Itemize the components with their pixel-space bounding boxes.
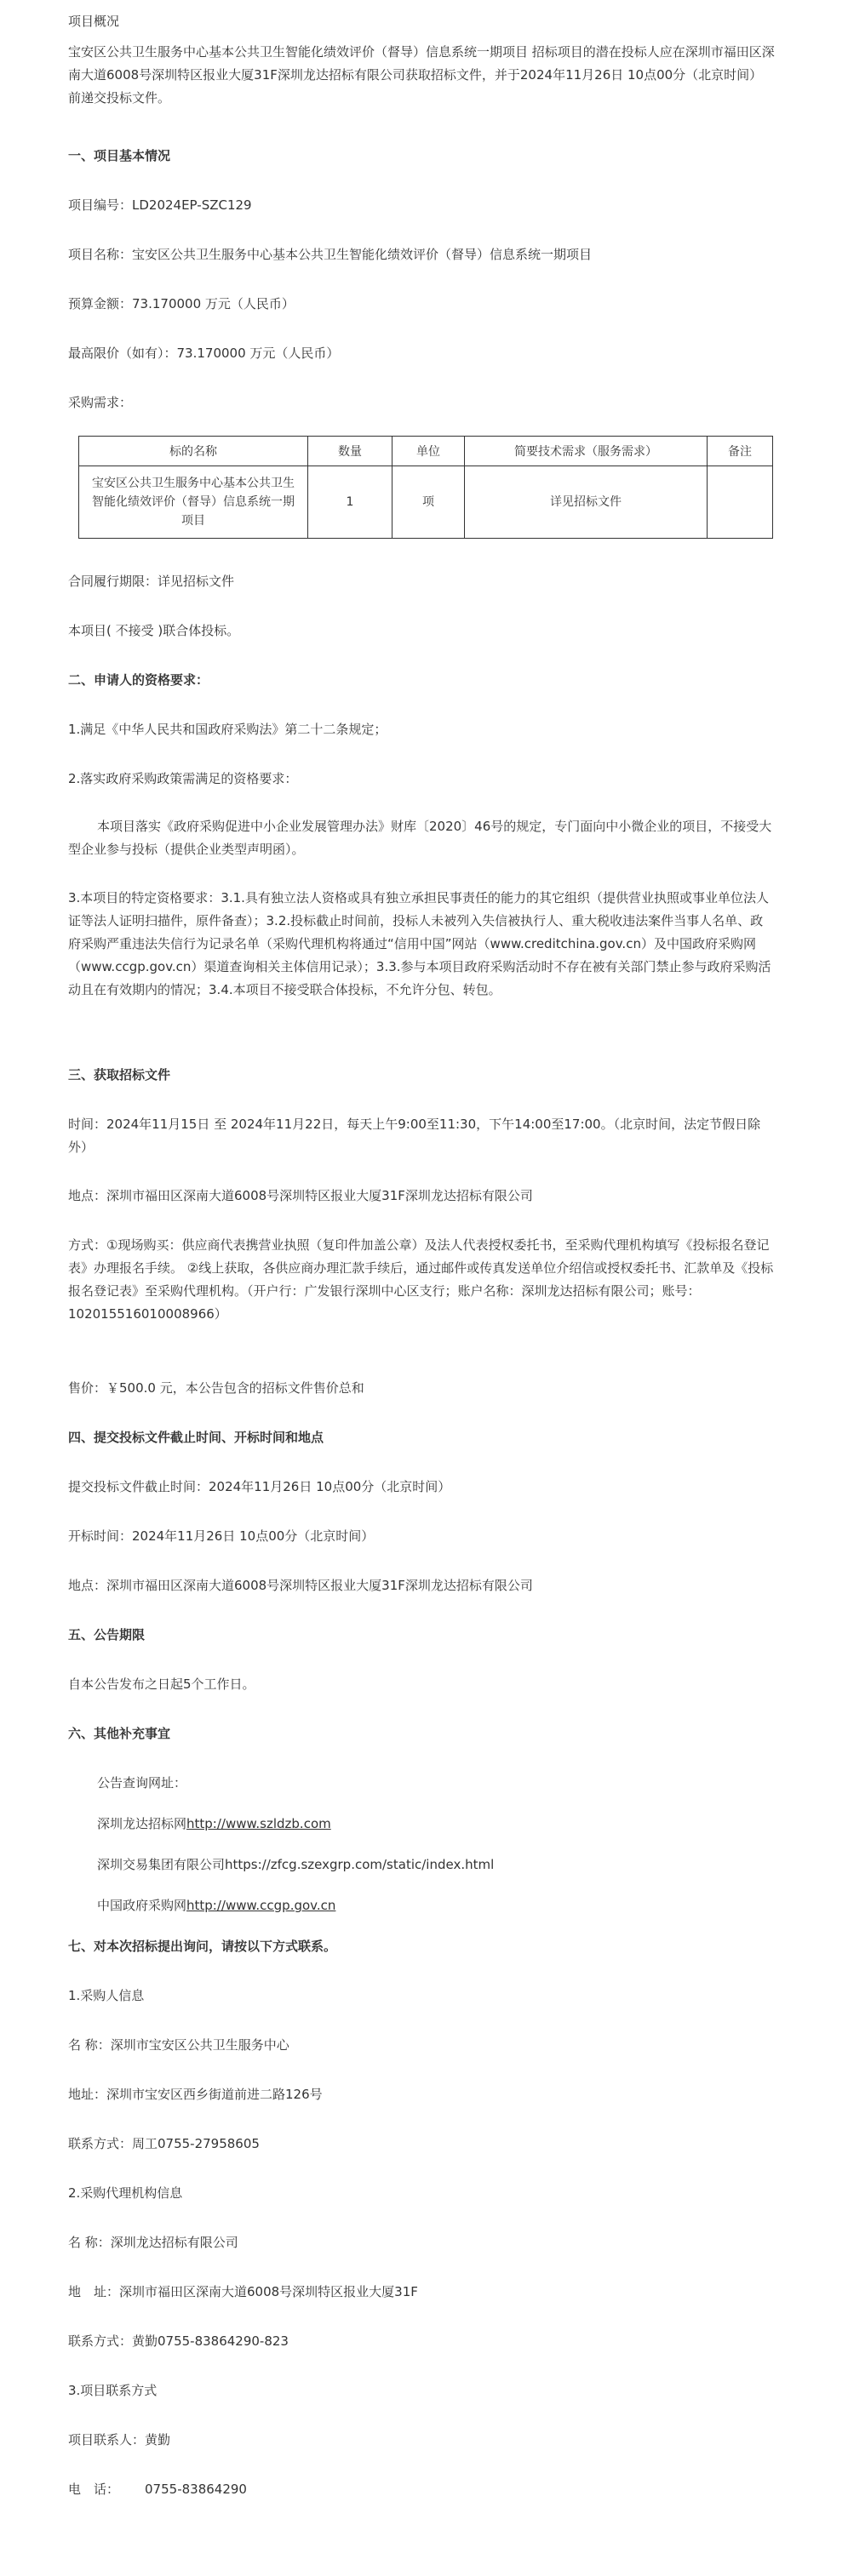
table-row — [79, 466, 773, 539]
phone-label: 电 话： — [68, 2482, 120, 2497]
submission-deadline: 提交投标文件截止时间：2024年11月26日 10点00分（北京时间） — [68, 1479, 451, 1494]
budget-amount: 预算金额：73.170000 万元（人民币） — [68, 296, 295, 311]
query-site-3 — [68, 1894, 775, 1917]
site-1-name: 深圳龙达招标网 — [97, 1816, 187, 1831]
project-contact-heading: 3.项目联系方式 — [68, 2383, 158, 2398]
qualification-1: 1.满足《中华人民共和国政府采购法》第二十二条规定； — [68, 722, 387, 737]
query-sites-label: 公告查询网址： — [97, 1775, 187, 1791]
acquire-time: 时间：2024年11月15日 至 2024年11月22日，每天上午9:00至11:30，下午14:00至17:00。（北京时间，法定节假日除外） — [68, 1117, 761, 1155]
procurement-demand-label: 采购需求： — [68, 395, 133, 410]
project-number: 项目编号：LD2024EP-SZC129 — [68, 197, 252, 213]
project-contact-phone — [68, 2478, 775, 2501]
section-6-title: 六、其他补充事宜 — [68, 1726, 171, 1741]
table-cell: 1 — [308, 466, 392, 539]
agency-name: 名 称：深圳龙达招标有限公司 — [68, 2235, 238, 2250]
site-3-name: 中国政府采购网 — [97, 1898, 187, 1913]
overview-heading: 项目概况 — [68, 14, 120, 29]
table-cell — [708, 466, 773, 539]
table-header: 备注 — [708, 437, 773, 466]
joint-bid: 本项目( 不接受 )联合体投标。 — [68, 623, 240, 638]
notice-period: 自本公告发布之日起5个工作日。 — [68, 1676, 255, 1692]
acquire-method: 方式：①现场购买：供应商代表携营业执照（复印件加盖公章）及法人代表授权委托书，至采购代理机构填写《投标报名登记表》办理报名手续。 ②线上获取，各供应商办理汇款手续后，通过邮件或传真发送单位介绍信或授权委托书、汇款单及《投标报名登记表》至采购代理机构。（开户行：广发银行深圳中心区支行；账户名称：深圳龙达招标有限公司；账号：102015516010008966） — [68, 1237, 774, 1322]
site-3-link[interactable]: http://www.ccgp.gov.cn — [186, 1898, 336, 1913]
table-cell: 项 — [392, 466, 465, 539]
query-site-1 — [68, 1813, 775, 1836]
procurement-table — [78, 436, 773, 539]
purchaser-name: 名 称：深圳市宝安区公共卫生服务中心 — [68, 2037, 289, 2053]
purchaser-contact: 联系方式：周工0755-27958605 — [68, 2136, 260, 2151]
qualification-2-detail: 本项目落实《政府采购促进中小企业发展管理办法》财库〔2020〕46号的规定，专门面向中小微企业的项目，不接受大型企业参与投标（提供企业类型声明函）。 — [68, 819, 772, 857]
opening-time: 开标时间：2024年11月26日 10点00分（北京时间） — [68, 1528, 375, 1544]
document-price: 售价：￥500.0 元，本公告包含的招标文件售价总和 — [68, 1380, 364, 1396]
table-cell: 宝安区公共卫生服务中心基本公共卫生智能化绩效评价（督导）信息系统一期项目 — [79, 466, 308, 539]
qualification-3: 3.本项目的特定资格要求：3.1.具有独立法人资格或具有独立承担民事责任的能力的其它组织（提供营业执照或事业单位法人证等法人证明扫描件，原件备查）；3.2.投标截止时间前，投标人未被列入失信被执行人、重大税收违法案件当事人名单、政府采购严重违法失信行为记录名单（采购代理机构将通过“信用中国”网站（www.creditchina.gov.cn）及中国政府采购网（www.ccgp.gov.cn）渠道查询相关主体信用记录）；3.3.参与本项目政府采购活动时不存在被有关部门禁止参与政府采购活动且在有效期内的情况；3.4.本项目不接受联合体投标，不允许分包、转包。 — [68, 890, 771, 997]
site-1-link[interactable]: http://www.szldzb.com — [186, 1816, 331, 1831]
max-price: 最高限价（如有）：73.170000 万元（人民币） — [68, 346, 340, 361]
purchaser-address: 地址：深圳市宝安区西乡街道前进二路126号 — [68, 2087, 323, 2102]
table-header-row — [79, 437, 773, 466]
agency-contact: 联系方式：黄勤0755-83864290-823 — [68, 2333, 289, 2349]
agency-heading: 2.采购代理机构信息 — [68, 2185, 183, 2201]
section-1-title: 一、项目基本情况 — [68, 148, 171, 163]
section-7-title: 七、对本次招标提出询问，请按以下方式联系。 — [68, 1939, 337, 1954]
opening-place: 地点：深圳市福田区深南大道6008号深圳特区报业大厦31F深圳龙达招标有限公司 — [68, 1578, 533, 1593]
phone-value: 0755-83864290 — [145, 2482, 247, 2497]
contract-period: 合同履行期限：详见招标文件 — [68, 574, 235, 589]
agency-address: 地 址：深圳市福田区深南大道6008号深圳特区报业大厦31F — [68, 2284, 418, 2299]
project-contact-person: 项目联系人：黄勤 — [68, 2432, 171, 2447]
overview-text: 宝安区公共卫生服务中心基本公共卫生智能化绩效评价（督导）信息系统一期项目 招标项目的潜在投标人应在深圳市福田区深南大道6008号深圳特区报业大厦31F深圳龙达招标有限公司获取招标文件，并于2024年11月26日 10点00分（北京时间）前递交投标文件。 — [68, 44, 775, 106]
acquire-place: 地点：深圳市福田区深南大道6008号深圳特区报业大厦31F深圳龙达招标有限公司 — [68, 1188, 533, 1203]
section-4-title: 四、提交投标文件截止时间、开标时间和地点 — [68, 1430, 324, 1445]
query-site-2: 深圳交易集团有限公司https://zfcg.szexgrp.com/static/index.html — [97, 1857, 495, 1872]
table-header: 单位 — [392, 437, 465, 466]
section-2-title: 二、申请人的资格要求： — [68, 672, 209, 688]
table-cell: 详见招标文件 — [465, 466, 708, 539]
table-header: 简要技术需求（服务需求） — [465, 437, 708, 466]
section-5-title: 五、公告期限 — [68, 1627, 146, 1642]
qualification-2: 2.落实政府采购政策需满足的资格要求： — [68, 771, 298, 786]
project-name: 项目名称：宝安区公共卫生服务中心基本公共卫生智能化绩效评价（督导）信息系统一期项目 — [68, 247, 593, 262]
section-3-title: 三、获取招标文件 — [68, 1067, 171, 1082]
purchaser-heading: 1.采购人信息 — [68, 1988, 145, 2003]
table-header: 标的名称 — [79, 437, 308, 466]
table-header: 数量 — [308, 437, 392, 466]
